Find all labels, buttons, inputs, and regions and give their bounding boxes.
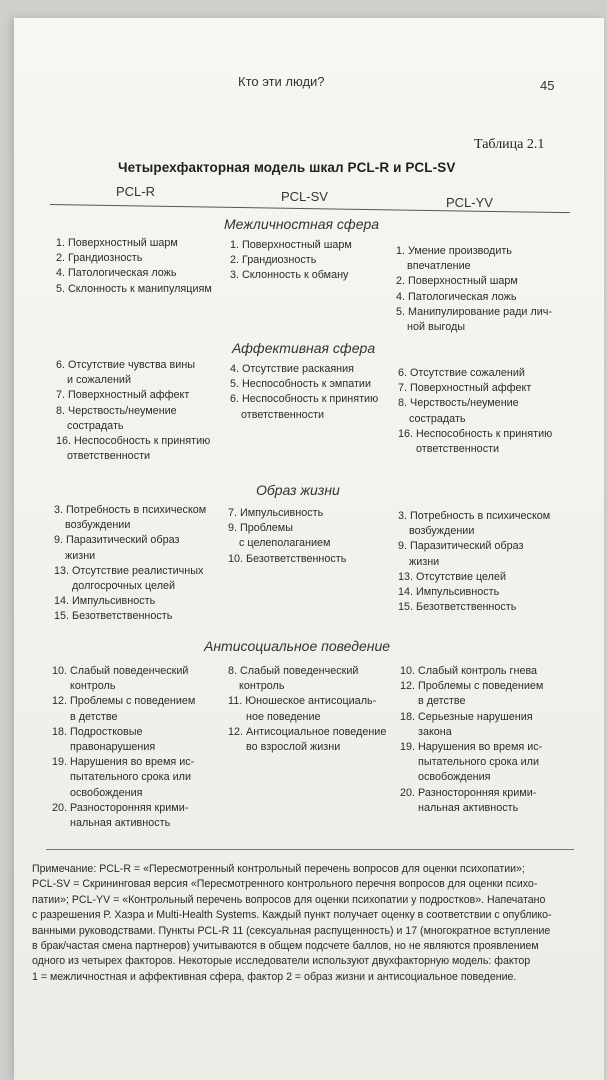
list-item: ответственности bbox=[241, 408, 325, 421]
section-title-affective: Аффективная сфера bbox=[232, 340, 376, 356]
list-item: в детстве bbox=[418, 695, 466, 708]
list-item: 16. Неспособность к принятию bbox=[56, 435, 211, 448]
list-item: 14. Импульсивность bbox=[398, 586, 500, 599]
list-item: ответственности bbox=[416, 443, 500, 456]
list-item: 20. Разносторонняя крими- bbox=[52, 801, 189, 814]
list-item: 10. Безответственность bbox=[228, 552, 347, 565]
list-item: 4. Отсутствие раскаяния bbox=[230, 363, 355, 375]
list-item: освобождения bbox=[70, 786, 143, 799]
list-item: 16. Неспособность к принятию bbox=[398, 427, 553, 440]
list-item: 4. Патологическая ложь bbox=[56, 267, 177, 280]
list-item: 7. Импульсивность bbox=[228, 507, 324, 519]
list-item: 5. Неспособность к эмпатии bbox=[230, 378, 371, 391]
list-item: 1. Умение производить bbox=[396, 245, 512, 257]
list-item: правонарушения bbox=[70, 741, 156, 754]
section-title-lifestyle: Образ жизни bbox=[256, 482, 340, 498]
list-item: 10. Слабый поведенческий bbox=[52, 665, 189, 677]
section-antisocial-col-pcl-yv bbox=[400, 664, 543, 816]
list-item: 8. Слабый поведенческий bbox=[228, 665, 359, 677]
list-item: 3. Склонность к обману bbox=[230, 269, 349, 282]
list-item: нальная активность bbox=[70, 817, 171, 830]
list-item: сострадать bbox=[409, 412, 466, 425]
note-line: патии»; PCL-YV = «Контрольный перечень вопросов для оценки психопатии у подростков». Напечатано bbox=[32, 893, 546, 906]
note-line: Примечание: PCL-R = «Пересмотренный контрольный перечень вопросов для оценки психопатии»; bbox=[32, 863, 525, 875]
list-item: 11. Юношеское антисоциаль- bbox=[228, 695, 377, 708]
running-header: Кто эти люди? bbox=[238, 74, 325, 89]
section-antisocial-col-pcl-sv bbox=[228, 664, 386, 755]
list-item: ответственности bbox=[67, 450, 151, 463]
list-item: 9. Проблемы bbox=[228, 522, 293, 535]
list-item: ной выгоды bbox=[407, 321, 466, 334]
table-label: Таблица 2.1 bbox=[474, 137, 545, 152]
list-item: 18. Серьезные нарушения bbox=[400, 710, 533, 723]
list-item: 12. Антисоциальное поведение bbox=[228, 725, 387, 738]
list-item: 6. Отсутствие чувства вины bbox=[56, 359, 196, 371]
list-item: 3. Потребность в психическом bbox=[54, 504, 207, 516]
list-item: 19. Нарушения во время ис- bbox=[400, 741, 543, 754]
section-interpersonal-col-pcl-yv bbox=[396, 244, 552, 335]
list-item: контроль bbox=[239, 680, 285, 693]
list-item: пытательного срока или bbox=[418, 756, 540, 769]
list-item: 2. Грандиозность bbox=[56, 252, 143, 265]
list-item: 8. Черствость/неумение bbox=[398, 397, 519, 410]
list-item: 14. Импульсивность bbox=[54, 595, 156, 608]
list-item: впечатление bbox=[407, 260, 471, 273]
list-item: сострадать bbox=[67, 419, 124, 432]
list-item: 6. Отсутствие сожалений bbox=[398, 367, 525, 379]
list-item: с целеполаганием bbox=[239, 537, 331, 550]
list-item: 19. Нарушения во время ис- bbox=[52, 756, 195, 769]
table-title: Четырехфакторная модель шкал PCL-R и PCL-SV bbox=[118, 160, 456, 175]
list-item: 5. Манипулирование ради лич- bbox=[396, 305, 552, 318]
note-line: PCL-SV = Скрининговая версия «Пересмотренного контрольного перечня вопросов для оценки психо- bbox=[32, 878, 538, 891]
list-item: возбуждении bbox=[65, 519, 131, 532]
section-antisocial-col-pcl-r bbox=[52, 664, 195, 831]
section-title-antisocial: Антисоциальное поведение bbox=[204, 638, 391, 654]
list-item: закона bbox=[418, 725, 452, 738]
list-item: возбуждении bbox=[409, 525, 475, 538]
note-line: ванными руководствами. Пункты PCL-R 11 (сексуальная распущенность) и 17 (многократное вступление bbox=[32, 924, 551, 937]
list-item: жизни bbox=[65, 549, 96, 562]
table-note bbox=[32, 862, 572, 985]
list-item: 18. Подростковые bbox=[52, 725, 143, 738]
list-item: 13. Отсутствие целей bbox=[398, 570, 507, 583]
list-item: 1. Поверхностный шарм bbox=[56, 237, 178, 249]
note-line: 1 = межличностная и аффективная сфера, фактор 2 = образ жизни и антисоциальное поведение. bbox=[32, 970, 517, 983]
section-affective-col-pcl-sv bbox=[230, 362, 378, 423]
section-interpersonal-col-pcl-sv bbox=[230, 238, 352, 284]
list-item: долгосрочных целей bbox=[72, 580, 176, 593]
list-item: контроль bbox=[70, 680, 116, 693]
note-line: одного из четырех факторов. Некоторые исследователи используют двухфакторную модель: фактор bbox=[32, 955, 531, 968]
list-item: освобождения bbox=[418, 771, 491, 784]
list-item: 2. Поверхностный шарм bbox=[396, 275, 518, 288]
list-item: 20. Разносторонняя крими- bbox=[400, 786, 537, 799]
list-item: 9. Паразитический образ bbox=[54, 534, 180, 547]
list-item: 4. Патологическая ложь bbox=[396, 290, 517, 303]
list-item: 13. Отсутствие реалистичных bbox=[54, 564, 204, 577]
list-item: 8. Черствость/неумение bbox=[56, 404, 177, 417]
list-item: 7. Поверхностный аффект bbox=[56, 389, 190, 402]
table-bottom-rule bbox=[46, 849, 574, 850]
section-lifestyle-col-pcl-sv bbox=[228, 506, 346, 567]
column-header-pcl-yv: PCL-YV bbox=[446, 195, 493, 210]
section-title-interpersonal: Межличностная сфера bbox=[224, 216, 380, 232]
page-number: 45 bbox=[540, 78, 555, 93]
list-item: 3. Потребность в психическом bbox=[398, 510, 551, 522]
column-header-pcl-sv: PCL-SV bbox=[281, 189, 328, 204]
list-item: нальная активность bbox=[418, 801, 519, 814]
list-item: и сожалений bbox=[67, 374, 131, 387]
section-lifestyle-col-pcl-yv bbox=[398, 509, 550, 615]
list-item: пытательного срока или bbox=[70, 771, 192, 784]
list-item: 12. Проблемы с поведением bbox=[52, 695, 196, 708]
list-item: 10. Слабый контроль гнева bbox=[400, 665, 538, 677]
list-item: 15. Безответственность bbox=[398, 601, 517, 614]
section-affective-col-pcl-r bbox=[56, 358, 210, 464]
list-item: жизни bbox=[409, 555, 440, 568]
list-item: 12. Проблемы с поведением bbox=[400, 680, 544, 693]
list-item: ное поведение bbox=[246, 710, 321, 723]
section-lifestyle-col-pcl-r bbox=[54, 503, 206, 625]
list-item: 2. Грандиозность bbox=[230, 254, 317, 267]
column-header-pcl-r: PCL-R bbox=[116, 184, 156, 199]
list-item: 15. Безответственность bbox=[54, 610, 173, 623]
list-item: во взрослой жизни bbox=[246, 741, 341, 754]
list-item: в детстве bbox=[70, 710, 118, 723]
list-item: 1. Поверхностный шарм bbox=[230, 239, 352, 251]
note-line: с разрешения Р. Хаэра и Multi-Health Systems. Каждый пункт получает оценку в соответствии с опублико- bbox=[32, 909, 552, 922]
list-item: 5. Склонность к манипуляциям bbox=[56, 282, 212, 295]
note-line: в брак/частая смена партнеров) учитываются в общем подсчете баллов, но не являются проявлением bbox=[32, 940, 539, 953]
section-affective-col-pcl-yv bbox=[398, 366, 552, 457]
section-interpersonal-col-pcl-r bbox=[56, 236, 212, 297]
list-item: 6. Неспособность к принятию bbox=[230, 393, 379, 406]
list-item: 7. Поверхностный аффект bbox=[398, 382, 532, 395]
list-item: 9. Паразитический образ bbox=[398, 540, 524, 553]
